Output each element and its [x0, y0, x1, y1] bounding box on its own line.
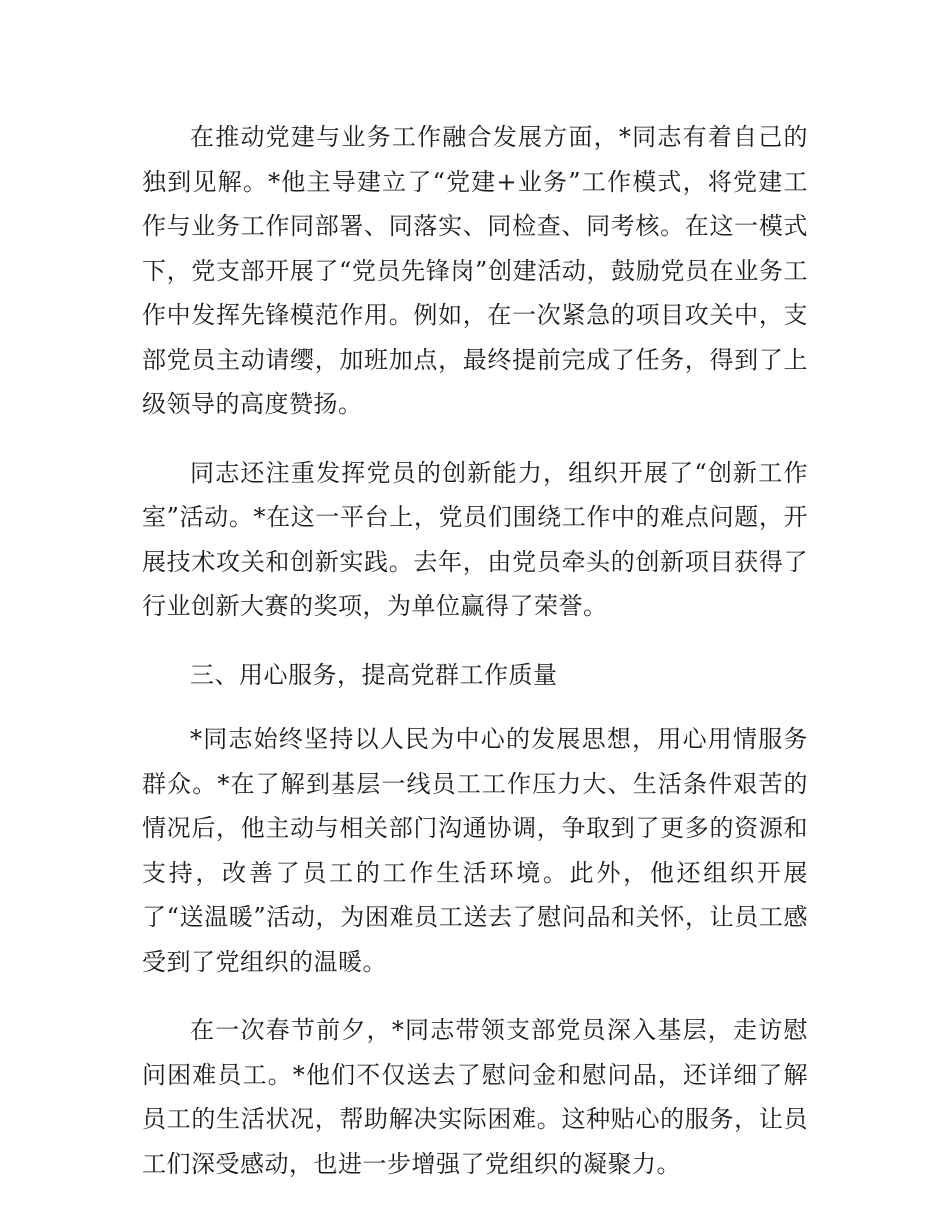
- paragraph-party-business-integration: 在推动党建与业务工作融合发展方面，*同志有着自己的独到见解。*他主导建立了“党建+业务”工作模式，将党建工作与业务工作同部署、同落实、同检查、同考核。在这一模式下，党支部开展了“党员先锋岗”创建活动，鼓励党员在业务工作中发挥先锋模范作用。例如，在一次紧急的项目攻关中，支部党员主动请缨，加班加点，最终提前完成了任务，得到了上级领导的高度赞扬。: [142, 123, 808, 418]
- paragraph-innovation-studio: 同志还注重发挥党员的创新能力，组织开展了“创新工作室”活动。*在这一平台上，党员们围绕工作中的难点问题，开展技术攻关和创新实践。去年，由党员牵头的创新项目获得了行业创新大赛的奖项，为单位赢得了荣誉。: [142, 458, 808, 620]
- paragraph-spring-festival-visit: 在一次春节前夕，*同志带领支部党员深入基层，走访慰问困难员工。*他们不仅送去了慰问金和慰问品，还详细了解员工的生活状况，帮助解决实际困难。这种贴心的服务，让员工们深受感动，也进一步增强了党组织的凝聚力。: [142, 1016, 808, 1178]
- paragraph-serving-masses: *同志始终坚持以人民为中心的发展思想，用心用情服务群众。*在了解到基层一线员工工作压力大、生活条件艰苦的情况后，他主动与相关部门沟通协调，争取到了更多的资源和支持，改善了员工的工作生活环境。此外，他还组织开展了“送温暖”活动，为困难员工送去了慰问品和关怀，让员工感受到了党组织的温暖。: [142, 725, 808, 976]
- document-body: [142, 115, 808, 1210]
- section-heading-service: 三、用心服务，提高党群工作质量: [190, 660, 558, 689]
